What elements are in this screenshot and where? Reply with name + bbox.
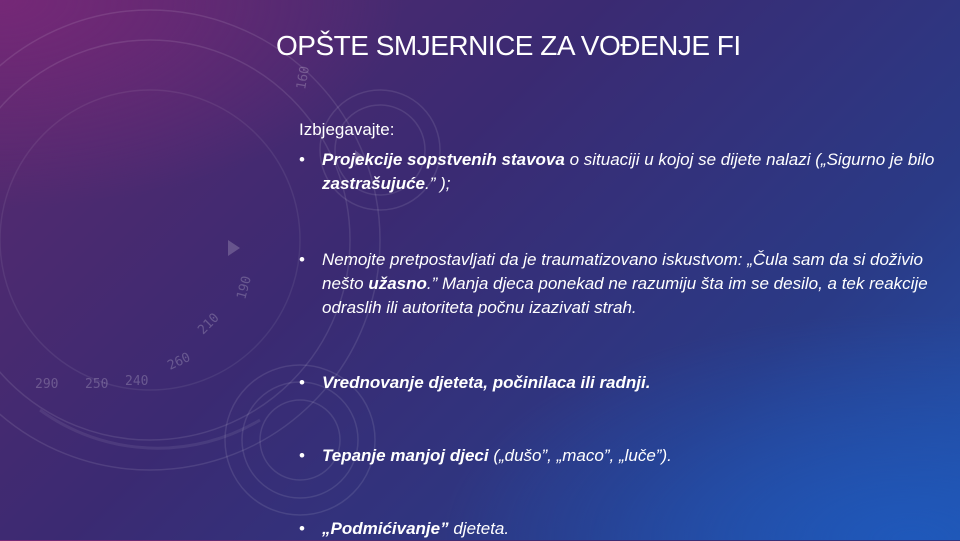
- dial-number: 210: [195, 310, 223, 338]
- list-item: [299, 248, 949, 320]
- dial-number: 250: [85, 377, 109, 392]
- bullet-bold-text: zastrašujuće: [322, 174, 425, 193]
- list-item: [299, 148, 949, 196]
- bullet-bold-text: Vrednovanje djeteta, počinilaca ili radnji.: [322, 373, 651, 392]
- bullet-symbol: •: [299, 250, 305, 269]
- bullet-bold-text: Projekcije sopstvenih stavova: [322, 150, 565, 169]
- intro-text: Izbjegavajte:: [299, 120, 395, 139]
- dial-number: 160: [294, 64, 314, 91]
- dial-number: 290: [35, 377, 59, 392]
- list-item: [299, 517, 949, 541]
- bullet-text: .” );: [425, 174, 451, 193]
- slide-title: OPŠTE SMJERNICE ZA VOĐENJE FI: [276, 30, 741, 61]
- bullet-text: („dušo”, „maco”, „luče”).: [488, 446, 672, 465]
- list-item: [299, 371, 949, 395]
- bullet-symbol: •: [299, 373, 305, 392]
- bullet-text: o situaciji u kojoj se dijete nalazi („Sigurno je bilo: [564, 150, 935, 169]
- bullet-symbol: •: [299, 519, 305, 538]
- dial-number: 240: [125, 374, 149, 389]
- bullet-text: djeteta.: [448, 519, 510, 538]
- bullet-bold-text: Tepanje manjoj djeci: [322, 446, 489, 465]
- bullet-symbol: •: [299, 446, 305, 465]
- bullet-text: .” Manja djeca ponekad ne razumiju šta im se desilo, a tek reakcije odraslih ili autoriteta počnu izazivati strah.: [322, 274, 928, 317]
- dial-number: 260: [165, 350, 193, 374]
- slide-body: [299, 118, 949, 541]
- bullet-symbol: •: [299, 150, 305, 169]
- list-item: [299, 444, 949, 468]
- bullet-bold-text: užasno: [368, 274, 427, 293]
- dial-number: 190: [234, 274, 255, 302]
- bullet-text: Nemojte pretpostavljati da je traumatizovano iskustvom: „Čula sam da si doživio nešto: [322, 250, 923, 293]
- bullet-bold-text: „Podmićivanje”: [322, 519, 449, 538]
